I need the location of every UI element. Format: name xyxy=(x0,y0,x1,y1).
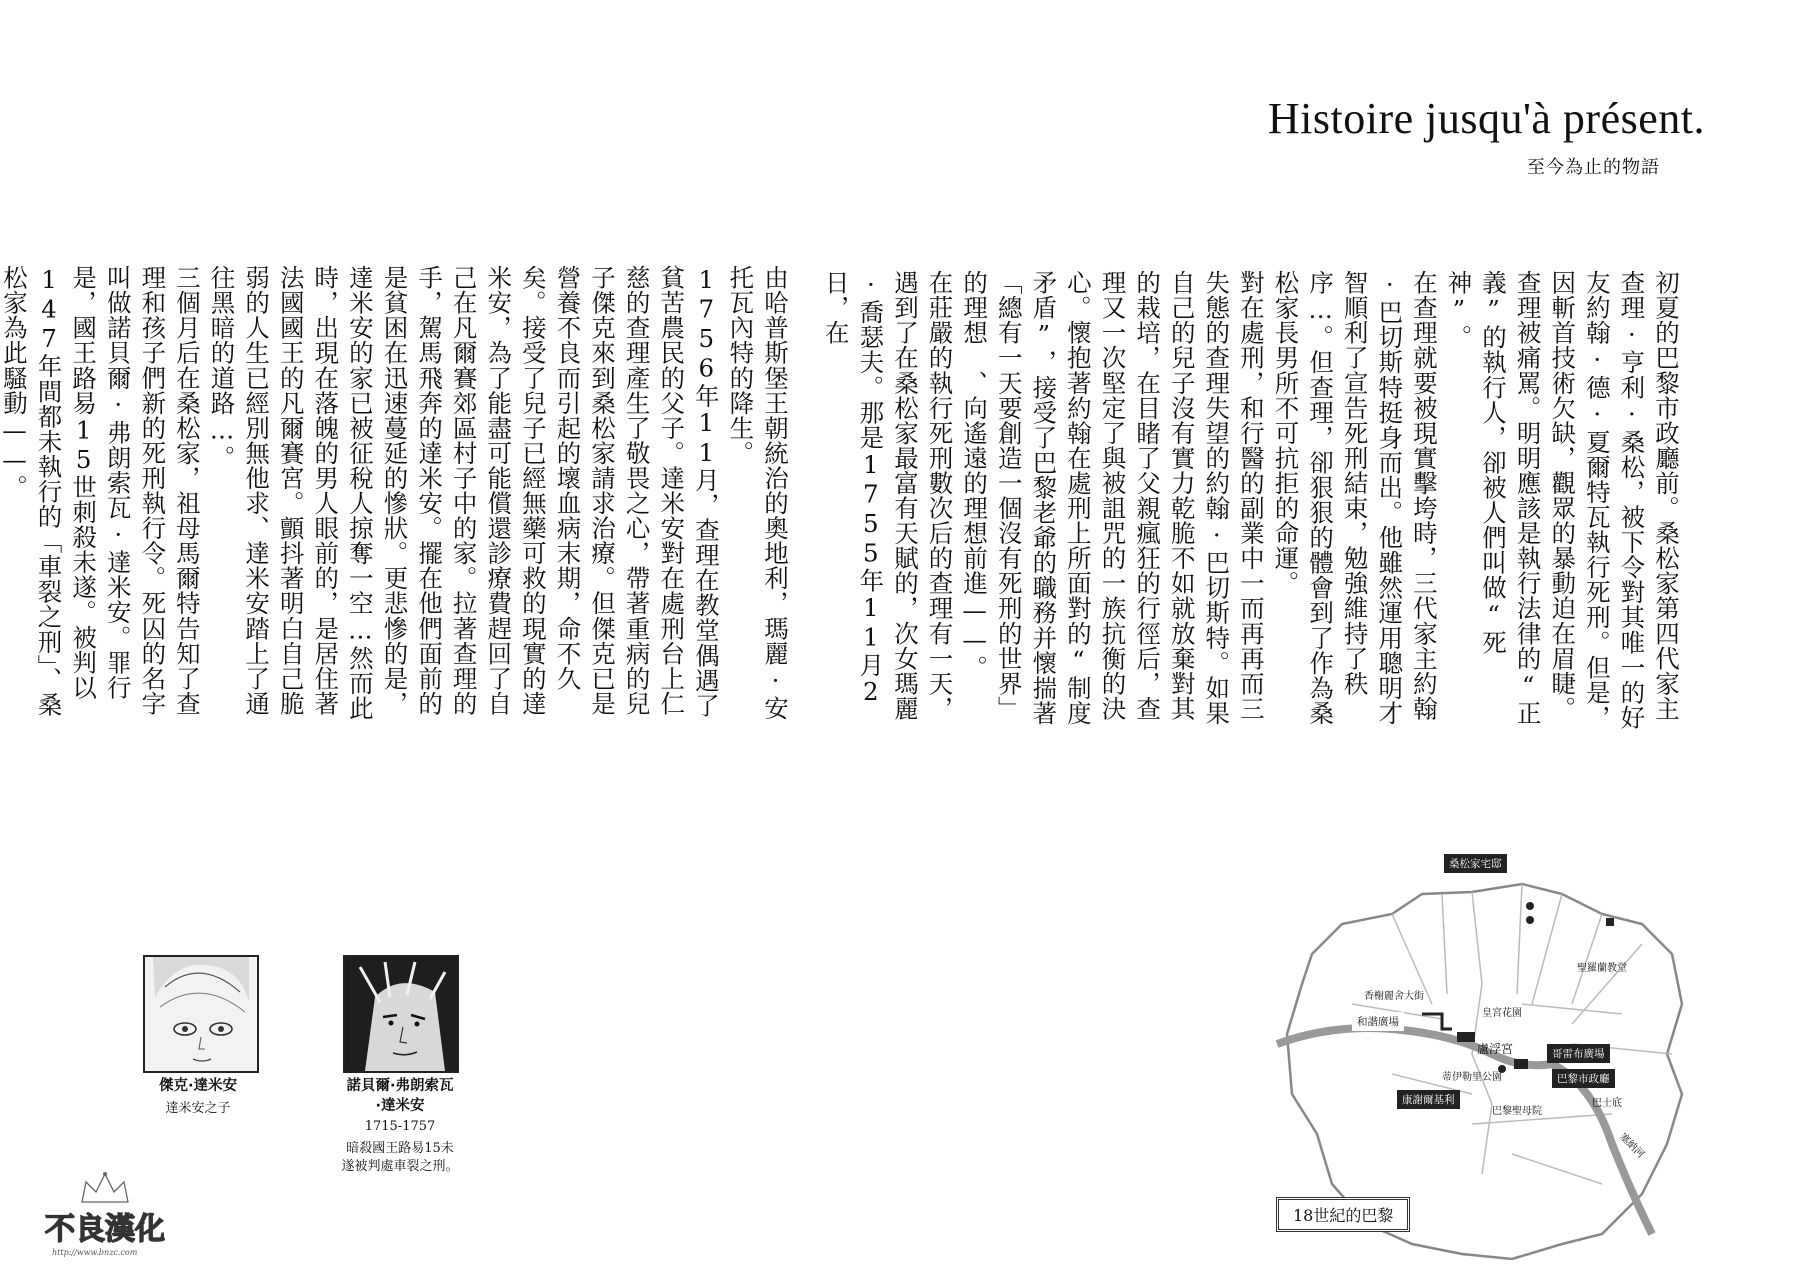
map-label: 哥雷布廣場 xyxy=(1547,1044,1610,1063)
map-label: 巴黎聖母院 xyxy=(1492,1106,1542,1117)
paragraph: 對在處刑，和行醫的副業中一而再再而三失態的查理失望的約翰·巴切斯特。如果自己的兒子沒有實力乾脆不如就放棄對其的栽培，在目睹了父親瘋狂的行徑后，查理又一次堅定了與被詛咒的一族抗衡的決心。懷抱著約翰在處刑上所面對的“制度矛盾”，接受了巴黎老爺的職務并懷揣著「總有一天要創造一個沒有死刑的世界」的理想 、向遙遠的理想前進——。 xyxy=(960,270,1266,726)
map-label: 康謝爾基利 xyxy=(1397,1090,1460,1109)
map-label: 盧浮宮 xyxy=(1477,1042,1514,1056)
story-text-left xyxy=(0,265,792,735)
map-label: 塞納河 xyxy=(1617,1131,1647,1161)
map-label: 皇宮花園 xyxy=(1482,1008,1522,1019)
map-label: 巴士底 xyxy=(1592,1098,1622,1109)
paris-map xyxy=(1272,854,1707,1274)
man-face-icon xyxy=(345,957,457,1071)
map-label: 蒂伊勒里公園 xyxy=(1442,1072,1502,1083)
logo-url: http://www.bnzc.com xyxy=(52,1248,138,1257)
scanlation-logo xyxy=(42,1168,168,1268)
paragraph: 由哈普斯堡王朝統治的奧地利，瑪麗·安托瓦內特的降生。 xyxy=(726,265,790,721)
map-label: 桑松家宅邸 xyxy=(1444,854,1507,873)
story-text-right xyxy=(818,270,1683,730)
character-name-text: 諾貝爾·弗朗索瓦·達米安 xyxy=(346,1078,454,1114)
page-title: Histoire jusqu'à présent. xyxy=(1267,94,1705,143)
portrait-jacques xyxy=(143,955,259,1073)
page-subtitle: 至今為止的物語 xyxy=(1527,157,1660,178)
character-dates: 1715-1757 xyxy=(364,1119,436,1134)
character-name xyxy=(310,1076,490,1116)
paragraph: 在查理就要被現實擊垮時，三代家主約翰·巴切斯特挺身而出。他雖然運用聰明才智順利了宣告死刑結束，勉強維持了秩序…。但查理，卻狠狠的體會到了作為桑松家長男所不可抗拒的命運。 xyxy=(1271,270,1439,726)
map-label: 和諧廣場 xyxy=(1352,1012,1404,1031)
character-name: 傑克·達米安 xyxy=(158,1078,237,1094)
paragraph: 1756年11月，查理在教堂偶遇了貧苦農民的父子。達米安對在處刑台上仁慈的查理產生了敬畏之心，帶著重病的兒子傑克來到桑松家請求治療。但傑克已是營養不良而引起的壞血病末期，命不久矣。接受了兒子已經無藥可救的現實的達米安，為了能盡可能償還診療費趕回了自己在凡爾賽郊區村子中的家。拉著查理的手，駕馬飛奔的達米安。擺在他們面前的是貧困在迅速蔓延的慘狀。更悲慘的是，達米安的家已被征稅人掠奪一空…然而此時，出現在落魄的男人眼前的，是居住著法國國王的凡爾賽宮。顫抖著明白自己脆弱的人生已經別無他求、達米安踏上了通往黑暗的道路…。 xyxy=(207,265,721,721)
map-label: 香榭麗舍大街 xyxy=(1364,991,1424,1002)
map-label: 聖羅蘭教堂 xyxy=(1577,963,1627,974)
character-caption: 暗殺國王路易15未遂被判處車裂之刑。 xyxy=(341,1141,459,1174)
paragraph: 在莊嚴的執行死刑數次后的查理有一天，遇到了在桑松家最富有天賦的，次女瑪麗·喬瑟夫。那是1755年11月2日，在 xyxy=(821,270,955,721)
paragraph: 三個月后在桑松家，祖母馬爾特告知了查理和孩子們新的死刑執行令。死囚的名字叫做諾貝爾·弗朗索瓦·達米安。罪行是，國王路易15世刺殺未遂。被判以147年間都未執行的「車裂之刑」、桑松家為此騷動——。 xyxy=(0,265,202,718)
map-title: 18世紀的巴黎 xyxy=(1276,1197,1410,1232)
map-label: 巴黎市政廳 xyxy=(1552,1069,1615,1088)
character-caption: 達米安之子 xyxy=(165,1101,231,1116)
paragraph: 初夏的巴黎市政廳前。桑松家第四代家主查理·亨利·桑松，被下令對其唯一的好友約翰·德·夏爾特瓦執行死刑。但是，因斬首技術欠缺，觀眾的暴動迫在眉睫。查理被痛罵。明明應該是執行法律的“正義”的執行人，卻被人們叫做“死神”。 xyxy=(1444,270,1681,730)
child-face-icon xyxy=(145,957,257,1071)
logo-text: 不良漢化 xyxy=(45,1212,165,1247)
portrait-damiens xyxy=(343,955,459,1073)
crown-icon xyxy=(42,1168,168,1208)
